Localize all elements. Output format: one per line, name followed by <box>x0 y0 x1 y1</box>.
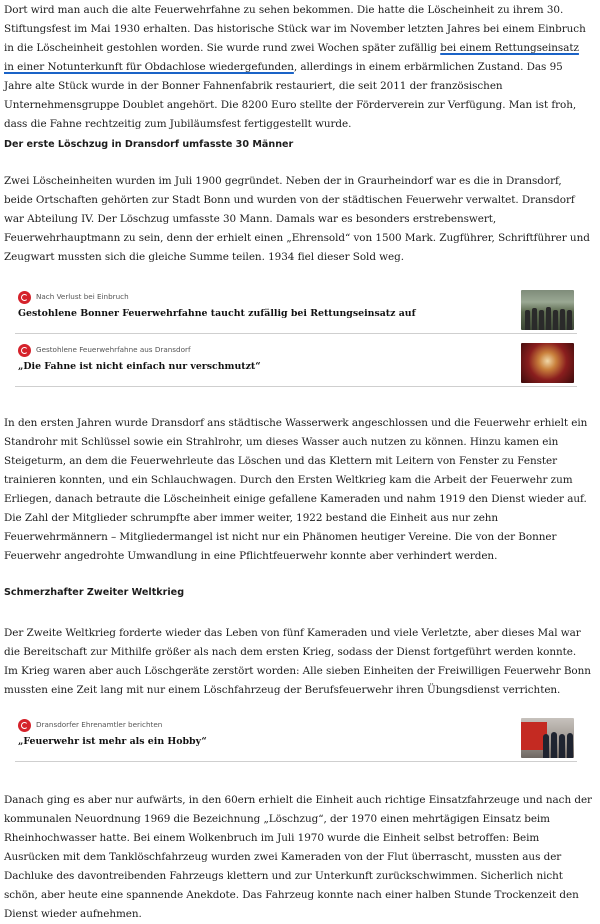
teaser-kicker: Dransdorfer Ehrenamtler berichten <box>36 720 163 729</box>
paragraph-zweiter-weltkrieg: Der Zweite Weltkrieg forderte wieder das Leben von fünf Kameraden und viele Verletzte, aber dieses Mal war die Bereitschaft zur Mithilfe größer als nach dem ersten Krieg, sodass der Dienst fortgeführt werden konnte. Im Krieg waren aber auch Löschgeräte zerstört worden: Alle sieben Einheiten der Freiwilligen Feuerwehr Bonn mussten eine Zeit lang mit nur einem Löschfahrzeug der Berufsfeuerwehr ihren Übungsdienst verrichten. <box>4 627 591 696</box>
paragraph-gruendung: Zwei Löscheinheiten wurden im Juli 1900 gegründet. Neben der in Graurheindorf war es die in Dransdorf, beide Ortschaften gehörten zur Stadt Bonn und wurden von der städtischen Feuerwehr verwaltet. Dransdorf war Abteilung IV. Der Löschzug umfasste 30 Mann. Damals war es besonders erstrebenswert, Feuerwehrhauptmann zu sein, denn der erhielt einen „Ehrensold“ von 1500 Mark. Zugführer, Schriftführer und Zeugwart mussten sich die gleiche Summe teilen. 1934 fiel dieser Sold weg. <box>4 175 590 263</box>
subheading-zweiter-weltkrieg: Schmerzhafter Zweiter Weltkrieg <box>4 587 185 598</box>
paragraph-erste-jahre: In den ersten Jahren wurde Dransdorf ans städtische Wasserwerk angeschlossen und die Feuerwehr erhielt ein Standrohr mit Schlüssel sowie ein Strahlrohr, um dieses Wasser auch nutzen zu können. Hinzu kamen ein Steigeturm, an dem die Feuerwehrleute das Löschen und das Klettern mit Leitern von Fenster zu Fenster trainieren konnten, und ein Schlauchwagen. Durch den Ersten Weltkrieg kam die Arbeit der Feuerwehr zum Erliegen, danach betraute die Löscheinheit einige gefallene Kameraden und nahm 1919 den Dienst wieder auf. Die Zahl der Mitglieder schrumpfte aber immer weiter, 1922 bestand die Einheit aus nur zehn Feuerwehrmännern – Mitgliedermangel ist nicht nur ein Phänomen heutiger Vereine. Die von der Bonner Feuerwehr angedrohte Umwandlung in eine Pflichtfeuerwehr konnte aber verhindert werden. <box>4 417 588 562</box>
teaser-thumbnail-image[interactable] <box>521 343 574 383</box>
teaser-headline[interactable]: „Die Fahne ist nicht einfach nur verschmutzt“ <box>18 361 261 372</box>
teaser-thumbnail-image[interactable] <box>521 290 574 330</box>
related-article-teaser[interactable] <box>15 717 577 762</box>
related-article-teaser[interactable] <box>15 342 577 387</box>
paragraph-fahne-restauriert <box>4 1 592 134</box>
person-silhouette <box>553 310 558 330</box>
person-silhouette <box>543 734 549 758</box>
related-article-teaser[interactable] <box>15 289 577 334</box>
teaser-headline[interactable]: Gestohlene Bonner Feuerwehrfahne taucht zufällig bei Rettungseinsatz auf <box>18 308 416 319</box>
person-silhouette <box>551 732 557 758</box>
inline-article-link[interactable]: bei einem Rettungseinsatz in einer Notunterkunft für Obdachlose wiedergefunden <box>4 42 579 73</box>
person-silhouette <box>525 310 530 330</box>
teaser-kicker: Gestohlene Feuerwehrfahne aus Dransdorf <box>36 345 191 354</box>
subheading-erster-loeschzug: Der erste Löschzug in Dransdorf umfasste 30 Männer <box>4 139 294 150</box>
person-silhouette <box>559 734 565 758</box>
general-anzeiger-logo-icon <box>18 719 31 732</box>
teaser-thumbnail-image[interactable] <box>521 718 574 758</box>
paragraph-text: Dort wird man auch die alte Feuerwehrfahne zu sehen bekommen. Die hatte die Löscheinheit zu ihrem 30. Stiftungsfest im Mai 1930 erhalten. Das historische Stück war im November letzten Jahres bei einem Einbruch in die Löscheinheit gestohlen worden. Sie wurde rund zwei Wochen später zufällig <box>4 4 586 54</box>
person-silhouette <box>546 307 551 330</box>
paragraph-nachkriegszeit: Danach ging es aber nur aufwärts, in den 60ern erhielt die Einheit auch richtige Einsatzfahrzeuge und nach der kommunalen Neuordnung 1969 die Bezeichnung „Löschzug“, der 1970 einen mehrtägigen Einsatz beim Rheinhochwasser hatte. Bei einem Wolkenbruch im Juli 1970 wurde die Einheit selbst betroffen: Beim Ausrücken mit dem Tanklöschfahrzeug wurden zwei Kameraden von der Flut überrascht, mussten aus der Dachluke des davontreibenden Fahrzeugs klettern und zur Unterkunft zurückschwimmen. Sicherlich nicht schön, aber heute eine spannende Anekdote. Das Fahrzeug konnte nach einer halben Stunde Trockenzeit den Dienst wieder aufnehmen. <box>4 794 592 920</box>
paragraph-text: , allerdings in einem erbärmlichen Zustand. Das 95 Jahre alte Stück wurde in der Bonner Fahnenfabrik restauriert, die seit 2011 der französischen Unternehmensgruppe Doublet angehört. Die 8200 Euro stellte der Förderverein zur Verfügung. Man ist froh, dass die Fahne rechtzeitig zum Jubiläumsfest fertiggestellt wurde. <box>4 61 577 130</box>
person-silhouette <box>539 310 544 330</box>
teaser-headline[interactable]: „Feuerwehr ist mehr als ein Hobby“ <box>18 736 207 747</box>
general-anzeiger-logo-icon <box>18 291 31 304</box>
person-silhouette <box>560 309 565 330</box>
teaser-kicker: Nach Verlust bei Einbruch <box>36 292 129 301</box>
person-silhouette <box>532 308 537 330</box>
person-silhouette <box>567 733 573 758</box>
general-anzeiger-logo-icon <box>18 344 31 357</box>
person-silhouette <box>567 310 572 330</box>
